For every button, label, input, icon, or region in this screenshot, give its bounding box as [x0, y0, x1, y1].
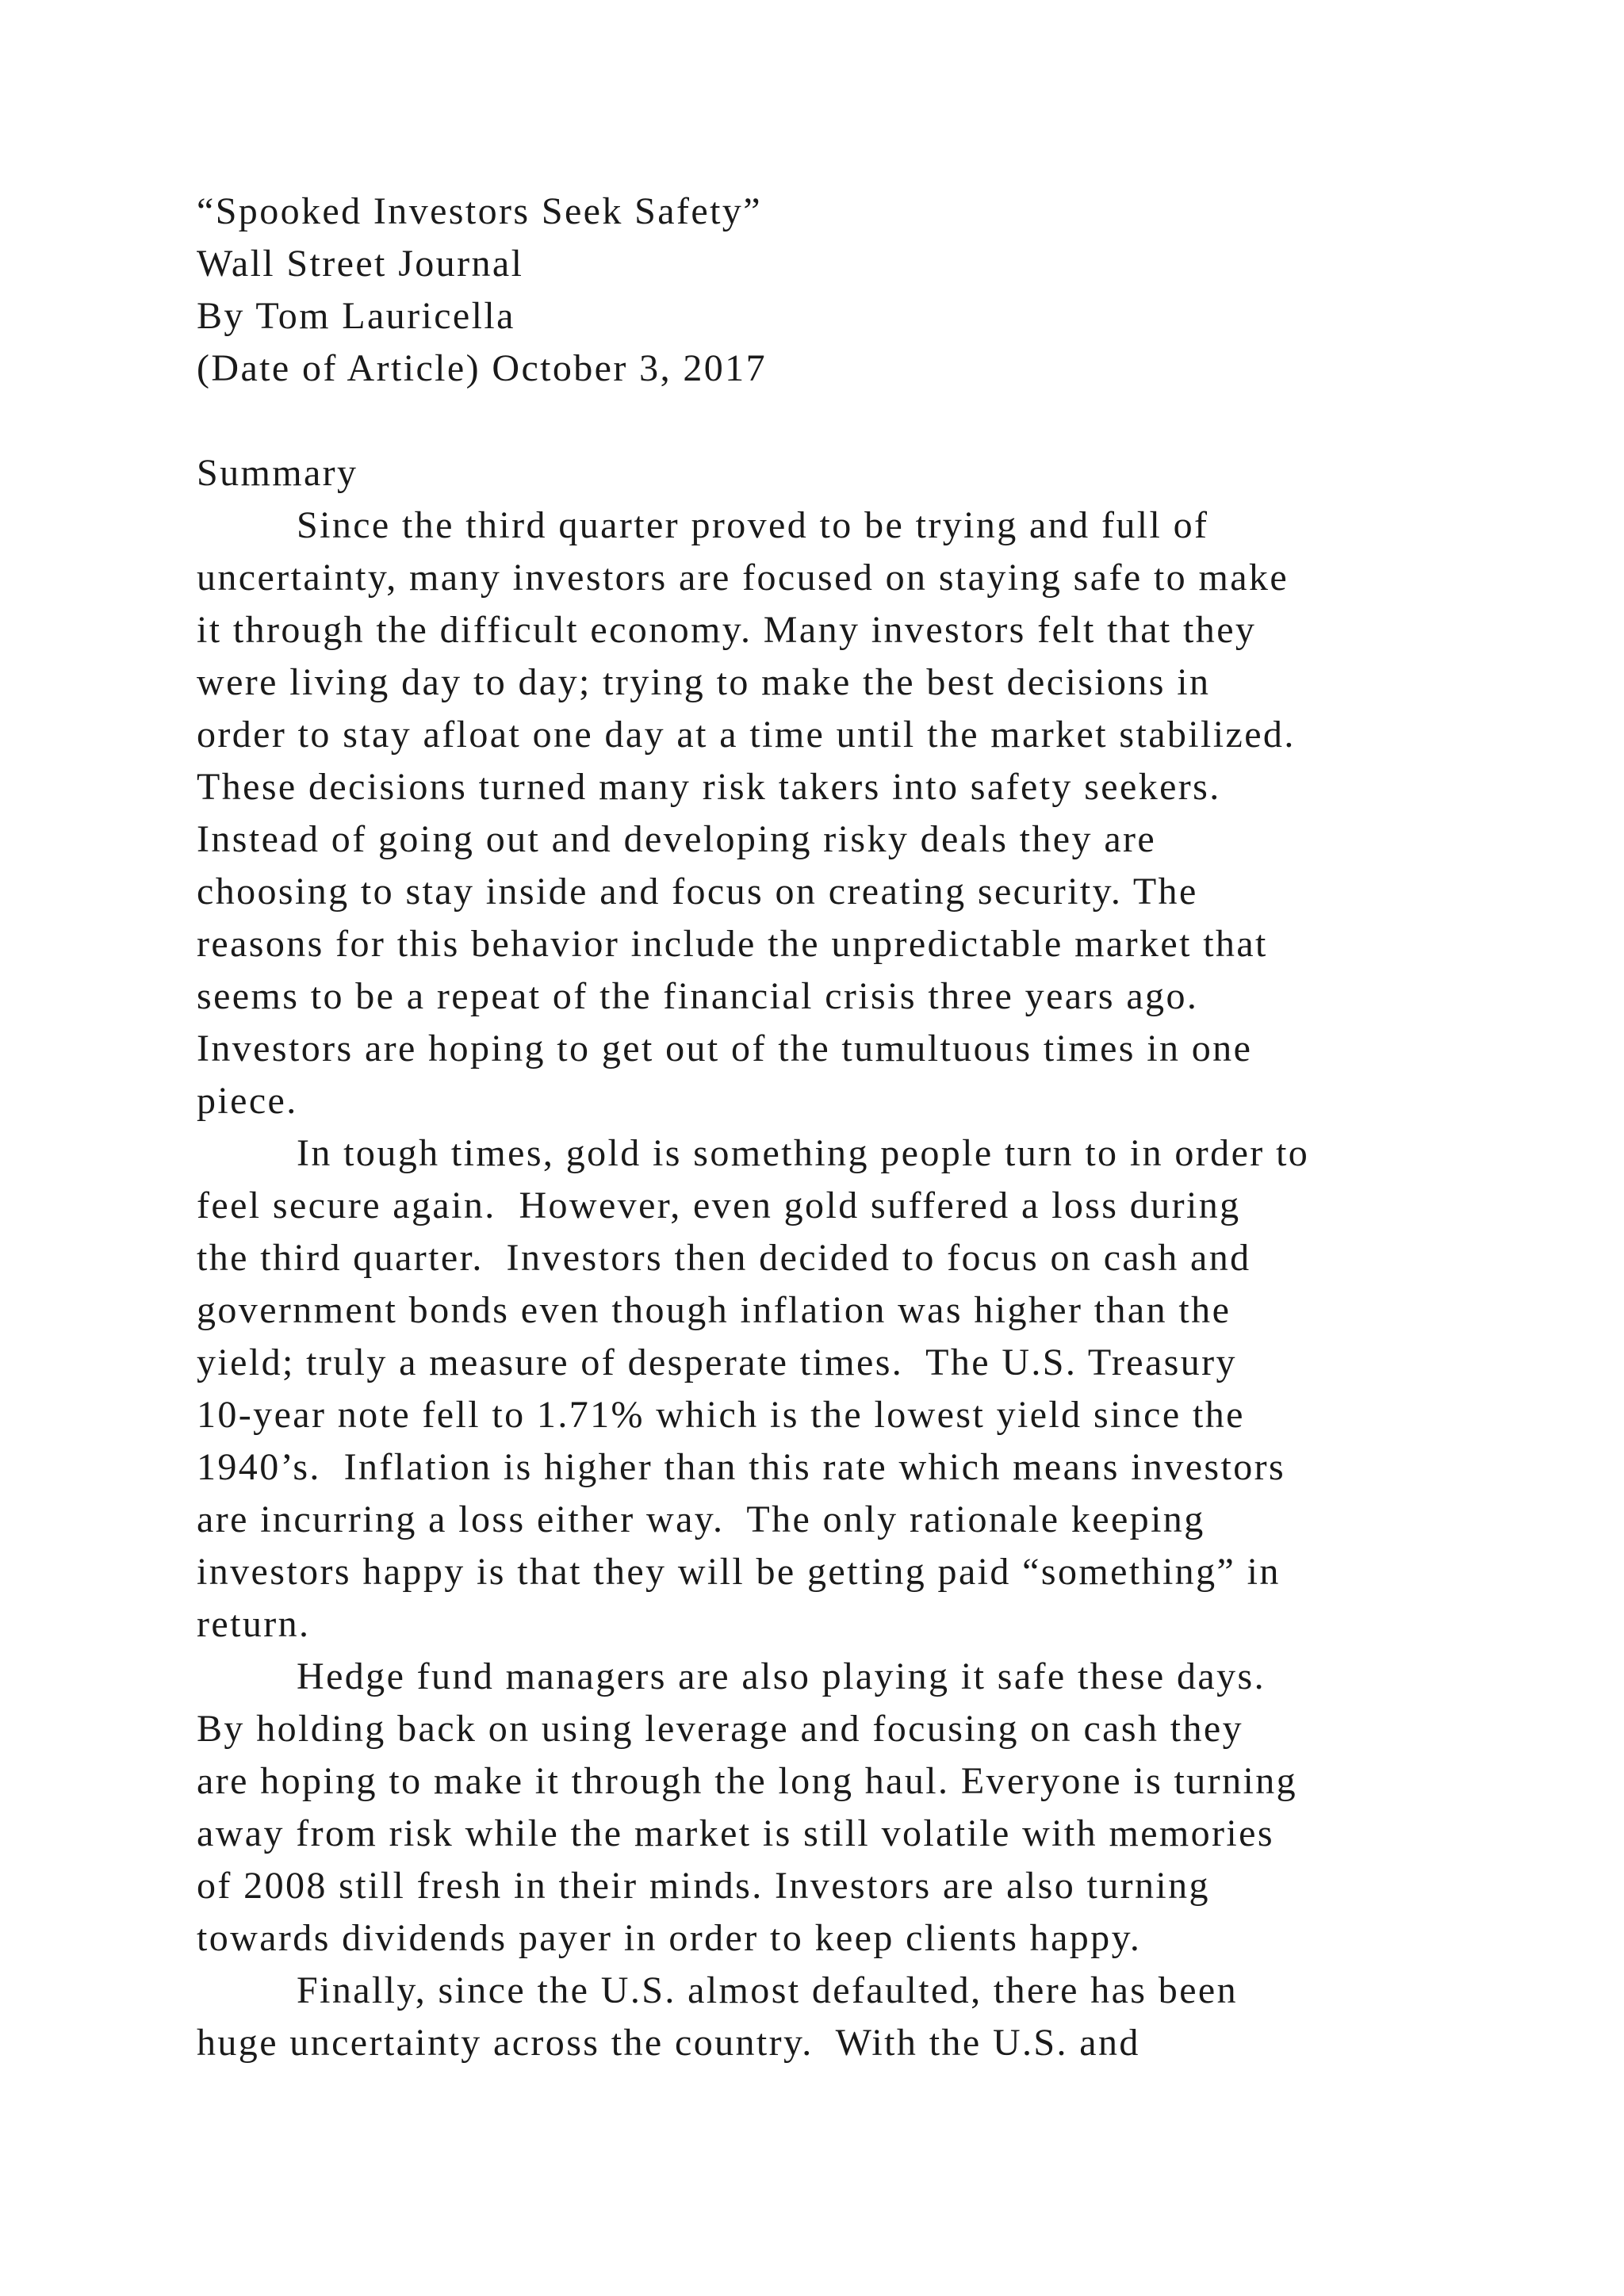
- paragraph-line: huge uncertainty across the country. With the U.S. and: [197, 2022, 1140, 2064]
- article-author: By Tom Lauricella: [197, 295, 515, 337]
- paragraph-line: Investors are hoping to get out of the tumultuous times in one: [197, 1027, 1253, 1070]
- paragraph-line: Finally, since the U.S. almost defaulted, there has been: [297, 1969, 1239, 2011]
- paragraph-line: towards dividends payer in order to keep clients happy.: [197, 1917, 1142, 1959]
- paragraph-line: are hoping to make it through the long haul. Everyone is turning: [197, 1760, 1298, 1802]
- publication-name: Wall Street Journal: [197, 243, 524, 285]
- paragraph-2: [197, 1127, 1465, 1651]
- paragraph-line: seems to be a repeat of the financial crisis three years ago.: [197, 975, 1199, 1017]
- paragraph-1: [197, 499, 1465, 1127]
- paragraph-line: These decisions turned many risk takers into safety seekers.: [197, 766, 1221, 808]
- paragraph-line: away from risk while the market is still volatile with memories: [197, 1812, 1274, 1854]
- paragraph-line: investors happy is that they will be getting paid “something” in: [197, 1551, 1281, 1593]
- paragraph-line: 1940’s. Inflation is higher than this rate which means investors: [197, 1446, 1286, 1488]
- article-date: (Date of Article) October 3, 2017: [197, 347, 767, 389]
- paragraph-4: [197, 1965, 1465, 2069]
- paragraph-line: By holding back on using leverage and focusing on cash they: [197, 1708, 1243, 1750]
- paragraph-line: yield; truly a measure of desperate times. The U.S. Treasury: [197, 1341, 1237, 1383]
- paragraph-3: [197, 1651, 1465, 1965]
- paragraph-line: choosing to stay inside and focus on creating security. The: [197, 871, 1198, 913]
- paragraph-line: are incurring a loss either way. The only rationale keeping: [197, 1498, 1205, 1540]
- article-title: “Spooked Investors Seek Safety”: [197, 190, 762, 232]
- paragraph-line: Hedge fund managers are also playing it safe these days.: [297, 1655, 1266, 1697]
- paragraph-line: were living day to day; trying to make the best decisions in: [197, 661, 1211, 703]
- paragraph-line: uncertainty, many investors are focused on staying safe to make: [197, 557, 1289, 599]
- paragraph-line: return.: [197, 1603, 311, 1645]
- paragraph-line: 10-year note fell to 1.71% which is the lowest yield since the: [197, 1394, 1245, 1436]
- paragraph-line: government bonds even though inflation was higher than the: [197, 1289, 1231, 1331]
- paragraph-line: order to stay afloat one day at a time until the market stabilized.: [197, 714, 1296, 756]
- paragraph-line: it through the difficult economy. Many investors felt that they: [197, 609, 1257, 651]
- paragraph-line: reasons for this behavior include the unpredictable market that: [197, 923, 1268, 965]
- paragraph-line: the third quarter. Investors then decided to focus on cash and: [197, 1237, 1251, 1279]
- summary-heading: Summary: [197, 452, 358, 494]
- paragraph-line: Since the third quarter proved to be trying and full of: [297, 504, 1209, 546]
- paragraph-line: In tough times, gold is something people turn to in order to: [297, 1132, 1310, 1174]
- blank-line: [197, 395, 1465, 447]
- document-body: [197, 186, 1465, 2069]
- paragraph-line: feel secure again. However, even gold suffered a loss during: [197, 1184, 1241, 1226]
- paragraph-line: Instead of going out and developing risky deals they are: [197, 818, 1157, 860]
- paragraph-line: piece.: [197, 1080, 298, 1122]
- article-header: [197, 186, 1465, 395]
- paragraph-line: of 2008 still fresh in their minds. Investors are also turning: [197, 1865, 1210, 1907]
